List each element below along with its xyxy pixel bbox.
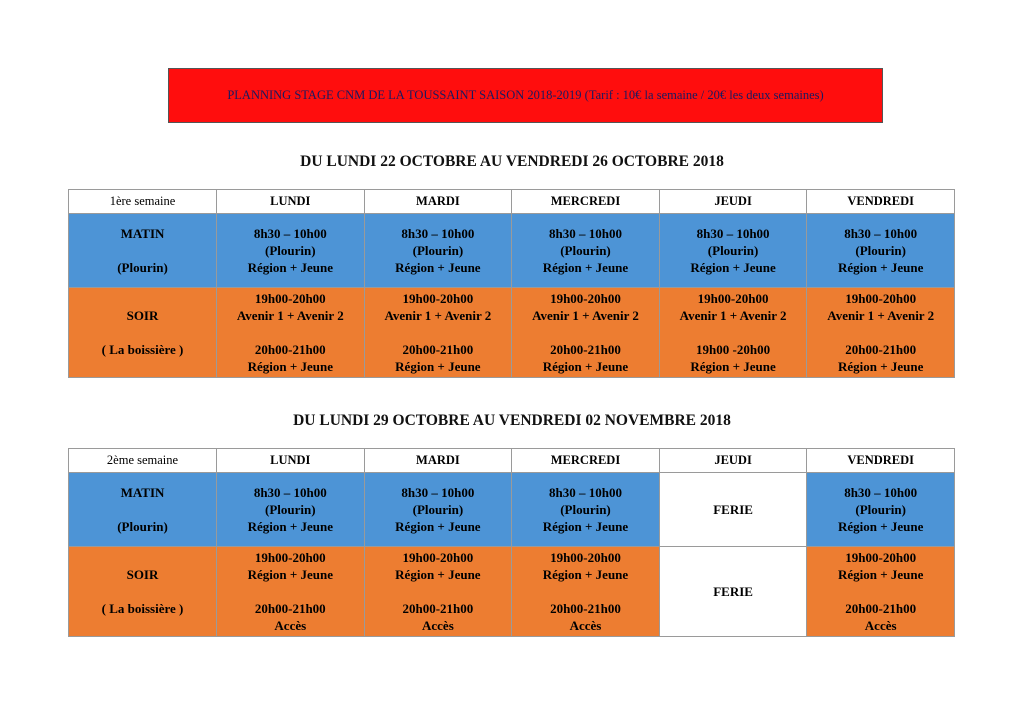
- matin-cell: [512, 214, 660, 288]
- time-slot: 20h00-21h00: [402, 601, 474, 616]
- session-place: ( La boissière ): [101, 342, 184, 357]
- day-header-jeudi: JEUDI: [659, 449, 807, 473]
- matin-row: [69, 473, 955, 547]
- group: Région + Jeune: [542, 359, 629, 374]
- group: Région + Jeune: [247, 260, 333, 275]
- soir-row: [69, 288, 955, 378]
- banner-text: PLANNING STAGE CNM DE LA TOUSSAINT SAISON 2018-2019 (Tarif : 10€ la semaine / 20€ les deux semaines): [227, 88, 824, 102]
- group: Région + Jeune: [542, 260, 629, 275]
- time-slot: 19h00-20h00: [697, 291, 769, 306]
- soir-cell: [659, 288, 807, 378]
- group: Région + Jeune: [837, 359, 924, 374]
- group: Accès: [569, 618, 602, 633]
- day-header-mercredi: MERCREDI: [512, 449, 660, 473]
- session-title: MATIN: [120, 226, 165, 241]
- soir-cell: [512, 547, 660, 637]
- time-slot: 8h30 – 10h00: [401, 485, 475, 500]
- week1-schedule-table: [68, 189, 955, 378]
- time-slot: 8h30 – 10h00: [696, 226, 770, 241]
- group: Avenir 1 + Avenir 2: [532, 308, 639, 323]
- group: Accès: [864, 618, 897, 633]
- time-slot: 19h00-20h00: [254, 550, 326, 565]
- time-slot: 19h00-20h00: [845, 291, 917, 306]
- matin-row: [69, 214, 955, 288]
- soir-cell: [807, 288, 955, 378]
- time-slot: 8h30 – 10h00: [844, 485, 918, 500]
- group: Région + Jeune: [690, 359, 776, 374]
- group: Région + Jeune: [395, 567, 481, 582]
- group: Région + Jeune: [247, 359, 333, 374]
- group: Région + Jeune: [247, 519, 333, 534]
- day-header-vendredi: VENDREDI: [807, 449, 955, 473]
- time-slot: 20h00-21h00: [254, 342, 326, 357]
- week2-schedule-table: [68, 448, 955, 637]
- day-header-vendredi: VENDREDI: [807, 190, 955, 214]
- week-label: 2ème semaine: [69, 449, 217, 473]
- matin-cell: [807, 473, 955, 547]
- holiday-cell: [659, 473, 807, 547]
- soir-cell: [364, 288, 512, 378]
- session-title: MATIN: [120, 485, 165, 500]
- time-slot: 8h30 – 10h00: [253, 226, 327, 241]
- matin-cell: [659, 214, 807, 288]
- group: Avenir 1 + Avenir 2: [679, 308, 787, 323]
- time-slot: 8h30 – 10h00: [253, 485, 327, 500]
- time-slot: 20h00-21h00: [402, 342, 474, 357]
- group: Région + Jeune: [837, 519, 924, 534]
- group: Région + Jeune: [542, 567, 629, 582]
- time-slot: 20h00-21h00: [845, 601, 917, 616]
- holiday-cell: [659, 547, 807, 637]
- group: Région + Jeune: [837, 567, 924, 582]
- time-slot: 8h30 – 10h00: [401, 226, 475, 241]
- soir-label-cell: [69, 547, 217, 637]
- session-place: ( La boissière ): [101, 601, 184, 616]
- time-slot: 20h00-21h00: [254, 601, 326, 616]
- group: Région + Jeune: [690, 260, 776, 275]
- soir-label-cell: [69, 288, 217, 378]
- group: Région + Jeune: [542, 519, 629, 534]
- matin-cell: [807, 214, 955, 288]
- time-slot: 19h00-20h00: [550, 550, 621, 565]
- day-header-jeudi: JEUDI: [659, 190, 807, 214]
- group: Région + Jeune: [395, 519, 481, 534]
- soir-cell: [807, 547, 955, 637]
- time-slot: 19h00 -20h00: [696, 342, 771, 357]
- time-slot: 19h00-20h00: [254, 291, 326, 306]
- day-header-mardi: MARDI: [364, 190, 512, 214]
- session-place: (Plourin): [117, 519, 168, 534]
- day-header-lundi: LUNDI: [217, 190, 365, 214]
- time-slot: 20h00-21h00: [550, 601, 621, 616]
- table-header-row: [69, 449, 955, 473]
- soir-cell: [364, 547, 512, 637]
- matin-cell: [364, 473, 512, 547]
- time-slot: 19h00-20h00: [402, 291, 474, 306]
- time-slot: 19h00-20h00: [402, 550, 474, 565]
- group: Avenir 1 + Avenir 2: [236, 308, 344, 323]
- session-title: SOIR: [126, 567, 159, 582]
- day-header-mercredi: MERCREDI: [512, 190, 660, 214]
- week2-heading: DU LUNDI 29 OCTOBRE AU VENDREDI 02 NOVEMBRE 2018: [293, 412, 731, 429]
- location: (Plourin): [560, 243, 611, 258]
- time-slot: 20h00-21h00: [550, 342, 621, 357]
- title-banner: [168, 68, 883, 123]
- table-header-row: [69, 190, 955, 214]
- location: (Plourin): [707, 243, 759, 258]
- location: (Plourin): [855, 243, 906, 258]
- group: Région + Jeune: [247, 567, 333, 582]
- location: (Plourin): [560, 502, 611, 517]
- matin-cell: [217, 473, 365, 547]
- group: Avenir 1 + Avenir 2: [384, 308, 492, 323]
- time-slot: 8h30 – 10h00: [549, 226, 622, 241]
- day-header-mardi: MARDI: [364, 449, 512, 473]
- group: Région + Jeune: [395, 260, 481, 275]
- matin-cell: [364, 214, 512, 288]
- holiday-label: FERIE: [713, 502, 753, 517]
- location: (Plourin): [265, 502, 316, 517]
- session-place: (Plourin): [117, 260, 168, 275]
- time-slot: 8h30 – 10h00: [844, 226, 918, 241]
- group: Avenir 1 + Avenir 2: [827, 308, 935, 323]
- holiday-label: FERIE: [713, 584, 753, 599]
- time-slot: 20h00-21h00: [845, 342, 917, 357]
- location: (Plourin): [265, 243, 316, 258]
- group: Région + Jeune: [837, 260, 924, 275]
- location: (Plourin): [855, 502, 906, 517]
- matin-cell: [217, 214, 365, 288]
- group: Région + Jeune: [395, 359, 481, 374]
- soir-cell: [217, 547, 365, 637]
- group: Accès: [422, 618, 454, 633]
- matin-label-cell: [69, 473, 217, 547]
- group: Accès: [274, 618, 307, 633]
- matin-label-cell: [69, 214, 217, 288]
- location: (Plourin): [412, 502, 464, 517]
- soir-row: [69, 547, 955, 637]
- time-slot: 8h30 – 10h00: [549, 485, 622, 500]
- week1-heading: DU LUNDI 22 OCTOBRE AU VENDREDI 26 OCTOBRE 2018: [300, 153, 724, 170]
- session-title: SOIR: [126, 308, 159, 323]
- soir-cell: [217, 288, 365, 378]
- week-label: 1ère semaine: [69, 190, 217, 214]
- location: (Plourin): [412, 243, 464, 258]
- day-header-lundi: LUNDI: [217, 449, 365, 473]
- soir-cell: [512, 288, 660, 378]
- time-slot: 19h00-20h00: [550, 291, 621, 306]
- time-slot: 19h00-20h00: [845, 550, 917, 565]
- matin-cell: [512, 473, 660, 547]
